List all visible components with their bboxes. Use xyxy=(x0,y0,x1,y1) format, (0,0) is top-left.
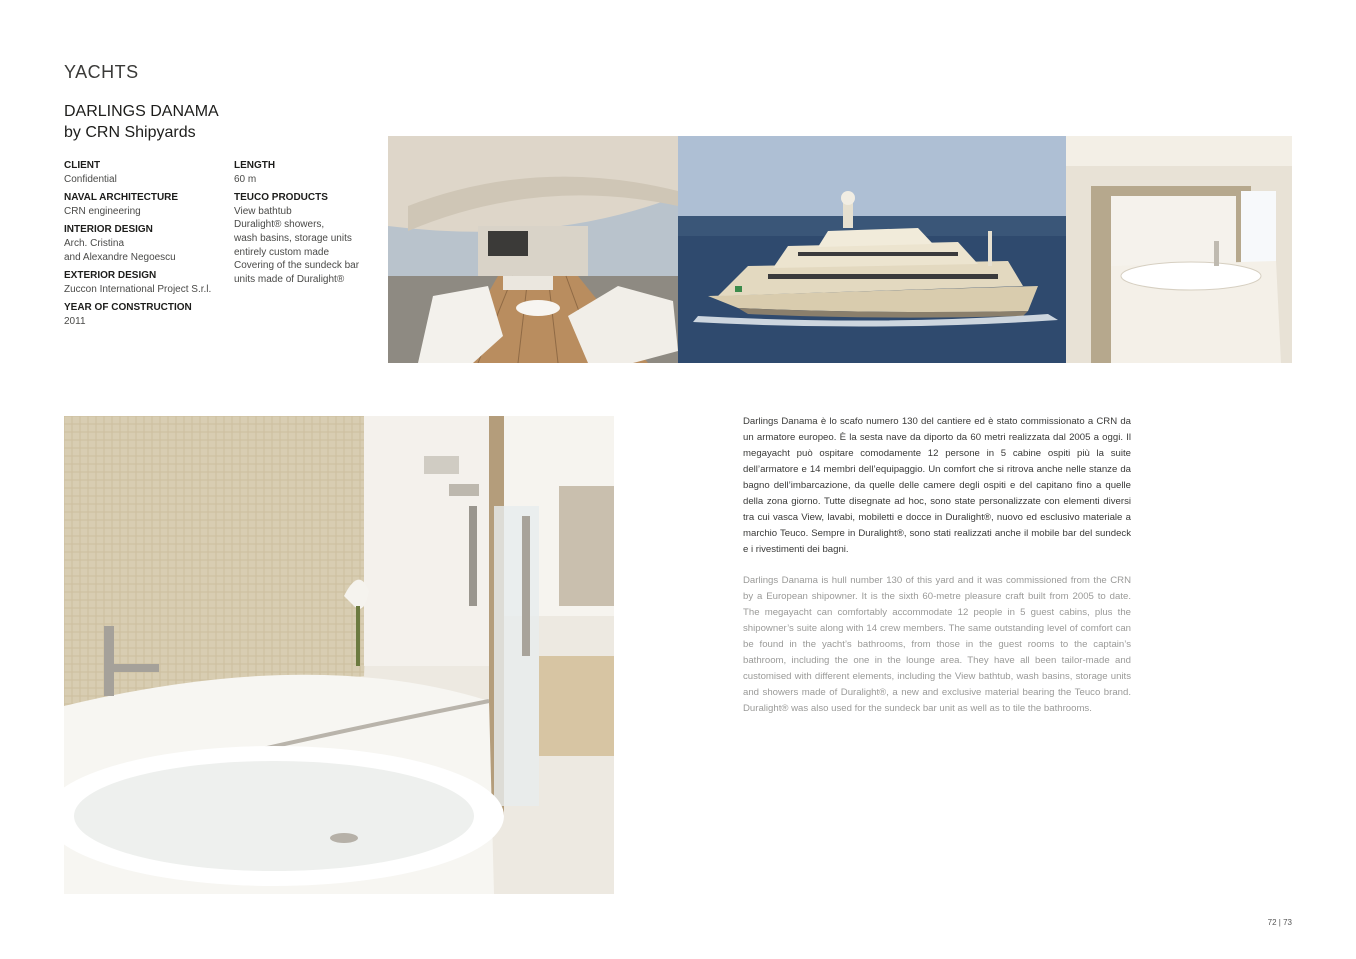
spec-value-teuco-line: View bathtub xyxy=(234,205,292,217)
page-numbers: 72 | 73 xyxy=(1267,918,1292,927)
spec-label-teuco-products: TEUCO PRODUCTS xyxy=(234,192,328,204)
body-text-english: Darlings Danama is hull number 130 of this yard and it was commissioned from the CRN by a European shipowner. It is the sixth 60-metre pleasure craft built from 2005 to date. The megayacht can comfortably accommodate 12 people in 5 guest cabins, plus the shipowner’s suite along with 14 crew members. The same outstanding level of comfort can be found in the yacht’s bathrooms, from those in the guest rooms to the captain’s bathroom, including the one in the lounge area. They have all been tailor-made and customised with different elements, including the View bathtub, wash basins, storage units and showers made of Duralight®, a new and exclusive material bearing the Teuco brand. Duralight® was also used for the sundeck bar unit as well as to tile the bathrooms. xyxy=(743,575,1131,714)
sundeck-lounge-photo xyxy=(388,136,678,363)
project-title xyxy=(64,101,219,143)
spec-value-teuco-line: units made of Duralight® xyxy=(234,273,345,285)
spec-label-client: CLIENT xyxy=(64,160,101,171)
spec-label-length: LENGTH xyxy=(234,160,276,171)
body-text-italian: Darlings Danama è lo scafo numero 130 del cantiere ed è stato commissionato a CRN da un armatore europeo. È la sesta nave da diporto da 60 metri realizzata dal 2005 a oggi. Il megayacht può ospitare comodamente 12 persone in 5 cabine ospiti più la suite dell’armatore e 14 membri dell’equipaggio. Un comfort che si ritrova anche nelle stanze da bagno dell’imbarcazione, da quelle delle camere degli ospiti e del capitano fino a quelle della zona giorno. Tutte disegnate ad hoc, sono state personalizzate con elementi diversi tra cui vasca View, lavabi, mobiletti e docce in Duralight®, nuovo ed esclusivo materiale a marchio Teuco. Sempre in Duralight®, sono stati realizzati anche il mobile bar del sundeck e i rivestimenti dei bagni. xyxy=(743,416,1131,555)
spec-label-exterior-design: EXTERIOR DESIGN xyxy=(64,270,157,282)
spec-label-interior-design: INTERIOR DESIGN xyxy=(64,224,153,236)
bathroom-bathtub-photo xyxy=(64,416,614,894)
spec-value-teuco-line: entirely custom made xyxy=(234,246,330,258)
spec-value-interior-design-line: and Alexandre Negoescu xyxy=(64,251,176,263)
interior-bathroom-photo xyxy=(1066,136,1292,363)
spec-value-length: 60 m xyxy=(234,173,257,185)
project-builder: by CRN Shipyards xyxy=(64,124,196,141)
spec-value-exterior-design: Zuccon International Project S.r.l. xyxy=(64,283,212,295)
spec-value-year: 2011 xyxy=(64,315,86,327)
spec-label-naval-architecture: NAVAL ARCHITECTURE xyxy=(64,192,179,204)
project-name: DARLINGS DANAMA xyxy=(64,103,219,120)
yacht-at-sea-photo xyxy=(678,136,1066,363)
specs-right xyxy=(234,159,384,286)
section-title: YACHTS xyxy=(64,62,139,82)
spec-value-teuco-line: Duralight® showers, xyxy=(234,219,325,231)
spec-label-year: YEAR OF CONSTRUCTION xyxy=(64,302,192,314)
spec-value-teuco-line: Covering of the sundeck bar xyxy=(234,260,360,272)
spec-value-client: Confidential xyxy=(64,173,117,185)
spec-value-naval-architecture: CRN engineering xyxy=(64,205,141,217)
specs-left xyxy=(64,159,229,329)
spec-value-interior-design-line: Arch. Cristina xyxy=(64,237,125,249)
spec-value-teuco-line: wash basins, storage units xyxy=(234,232,352,244)
